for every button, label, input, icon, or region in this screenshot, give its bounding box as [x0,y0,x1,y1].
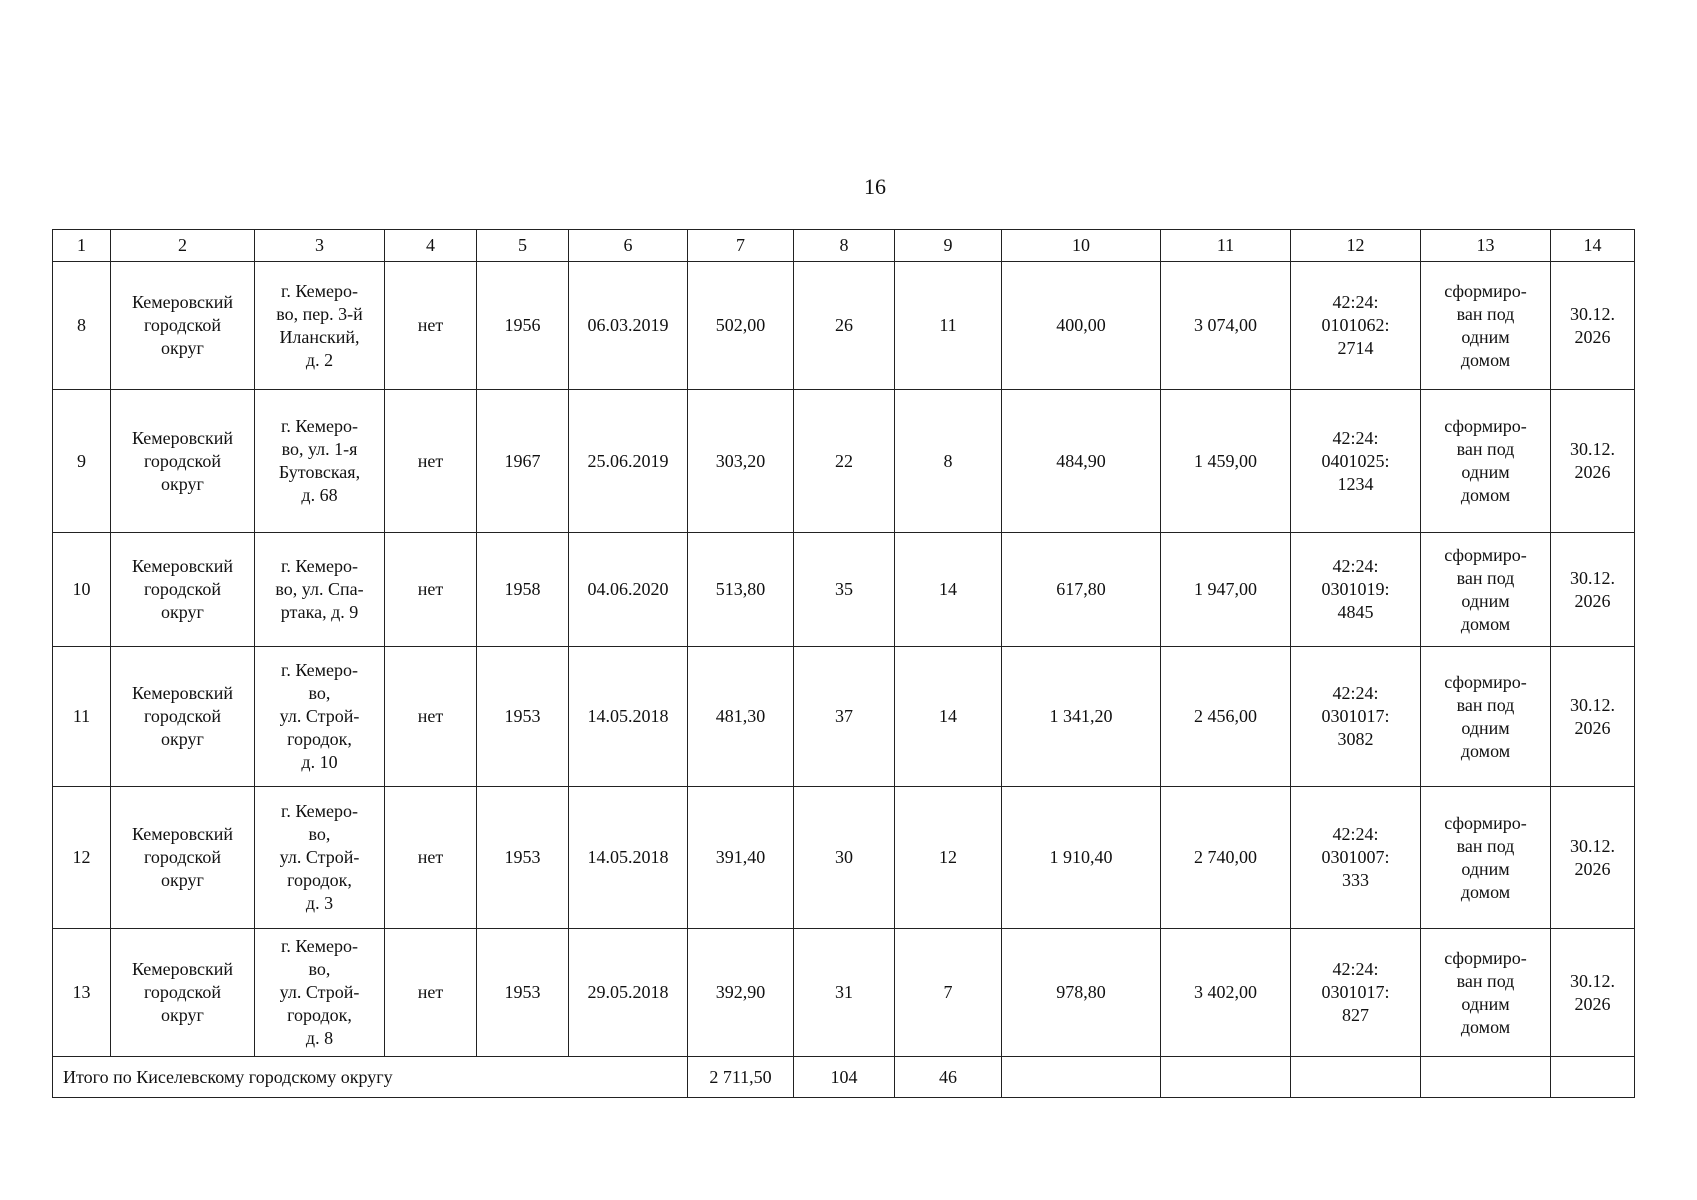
table-cell-col-8: 22 [794,390,895,533]
column-header-13: 13 [1421,230,1551,262]
total-value-col9: 46 [895,1057,1002,1098]
column-header-12: 12 [1291,230,1421,262]
table-cell-col-8: 30 [794,787,895,929]
total-label: Итого по Киселевскому городскому округу [53,1057,688,1098]
table-cell-col-13: сформиро- ван под одним домом [1421,390,1551,533]
table-cell-col-10: 1 341,20 [1002,647,1161,787]
table-cell-col-14: 30.12. 2026 [1551,787,1635,929]
table-cell-col-5: 1967 [477,390,569,533]
table-cell-col-9: 11 [895,262,1002,390]
table-cell-col-8: 31 [794,929,895,1057]
column-header-11: 11 [1161,230,1291,262]
column-header-4: 4 [385,230,477,262]
table-cell-col-1: 9 [53,390,111,533]
table-header-row [53,230,1635,262]
table-cell-col-11: 2 740,00 [1161,787,1291,929]
table-cell-col-11: 2 456,00 [1161,647,1291,787]
table-cell-col-4: нет [385,787,477,929]
table-cell-col-3: г. Кемеро- во, ул. Строй- городок, д. 8 [255,929,385,1057]
table-cell-col-14: 30.12. 2026 [1551,929,1635,1057]
table-cell-col-12: 42:24: 0301019: 4845 [1291,533,1421,647]
column-header-6: 6 [569,230,688,262]
total-row [53,1057,1635,1098]
total-empty-cell-col-13 [1421,1057,1551,1098]
column-header-10: 10 [1002,230,1161,262]
table-cell-col-6: 14.05.2018 [569,647,688,787]
table-cell-col-7: 303,20 [688,390,794,533]
table-cell-col-14: 30.12. 2026 [1551,390,1635,533]
housing-table [52,229,1635,1098]
table-cell-col-5: 1956 [477,262,569,390]
table-cell-col-4: нет [385,533,477,647]
total-empty-cell-col-11 [1161,1057,1291,1098]
table-cell-col-1: 11 [53,647,111,787]
table-cell-col-13: сформиро- ван под одним домом [1421,787,1551,929]
table-cell-col-13: сформиро- ван под одним домом [1421,533,1551,647]
table-cell-col-6: 06.03.2019 [569,262,688,390]
table-cell-col-3: г. Кемеро- во, пер. 3-й Иланский, д. 2 [255,262,385,390]
table-cell-col-9: 14 [895,647,1002,787]
table-cell-col-1: 12 [53,787,111,929]
table-cell-col-9: 12 [895,787,1002,929]
column-header-5: 5 [477,230,569,262]
table-cell-col-12: 42:24: 0401025: 1234 [1291,390,1421,533]
table-cell-col-12: 42:24: 0301007: 333 [1291,787,1421,929]
total-value-col8: 104 [794,1057,895,1098]
table-cell-col-4: нет [385,390,477,533]
table-cell-col-14: 30.12. 2026 [1551,262,1635,390]
column-header-9: 9 [895,230,1002,262]
table-cell-col-13: сформиро- ван под одним домом [1421,647,1551,787]
table-cell-col-8: 35 [794,533,895,647]
table-row [53,262,1635,390]
table-cell-col-2: Кемеровский городской округ [111,647,255,787]
table-cell-col-11: 1 459,00 [1161,390,1291,533]
table-cell-col-6: 25.06.2019 [569,390,688,533]
table-cell-col-12: 42:24: 0301017: 827 [1291,929,1421,1057]
table-row [53,533,1635,647]
table-cell-col-5: 1953 [477,787,569,929]
table-cell-col-9: 14 [895,533,1002,647]
column-header-7: 7 [688,230,794,262]
table-cell-col-14: 30.12. 2026 [1551,647,1635,787]
table-row [53,647,1635,787]
table-cell-col-7: 502,00 [688,262,794,390]
table-cell-col-7: 391,40 [688,787,794,929]
column-header-1: 1 [53,230,111,262]
table-cell-col-4: нет [385,929,477,1057]
table-cell-col-10: 617,80 [1002,533,1161,647]
table-cell-col-6: 04.06.2020 [569,533,688,647]
table-cell-col-2: Кемеровский городской округ [111,533,255,647]
column-header-14: 14 [1551,230,1635,262]
table-cell-col-5: 1953 [477,647,569,787]
table-cell-col-3: г. Кемеро- во, ул. Спа- ртака, д. 9 [255,533,385,647]
table-cell-col-1: 10 [53,533,111,647]
table-cell-col-11: 1 947,00 [1161,533,1291,647]
table-cell-col-11: 3 074,00 [1161,262,1291,390]
column-header-2: 2 [111,230,255,262]
table-cell-col-10: 1 910,40 [1002,787,1161,929]
table-cell-col-11: 3 402,00 [1161,929,1291,1057]
table-cell-col-2: Кемеровский городской округ [111,390,255,533]
table-cell-col-3: г. Кемеро- во, ул. 1-я Бутовская, д. 68 [255,390,385,533]
table-cell-col-12: 42:24: 0101062: 2714 [1291,262,1421,390]
table-cell-col-8: 26 [794,262,895,390]
table-cell-col-10: 484,90 [1002,390,1161,533]
table-cell-col-9: 8 [895,390,1002,533]
table-cell-col-6: 14.05.2018 [569,787,688,929]
table-cell-col-3: г. Кемеро- во, ул. Строй- городок, д. 10 [255,647,385,787]
table-cell-col-5: 1958 [477,533,569,647]
table-cell-col-7: 513,80 [688,533,794,647]
table-row [53,929,1635,1057]
table-cell-col-9: 7 [895,929,1002,1057]
table-cell-col-3: г. Кемеро- во, ул. Строй- городок, д. 3 [255,787,385,929]
page-number: 16 [864,174,886,199]
table-row [53,390,1635,533]
table-cell-col-10: 978,80 [1002,929,1161,1057]
total-empty-cell-col-14 [1551,1057,1635,1098]
table-cell-col-7: 392,90 [688,929,794,1057]
total-empty-cell-col-12 [1291,1057,1421,1098]
column-header-3: 3 [255,230,385,262]
table-cell-col-5: 1953 [477,929,569,1057]
column-header-8: 8 [794,230,895,262]
table-cell-col-13: сформиро- ван под одним домом [1421,929,1551,1057]
table-cell-col-4: нет [385,647,477,787]
table-cell-col-10: 400,00 [1002,262,1161,390]
table-cell-col-6: 29.05.2018 [569,929,688,1057]
table-cell-col-2: Кемеровский городской округ [111,787,255,929]
table-cell-col-14: 30.12. 2026 [1551,533,1635,647]
table-cell-col-1: 8 [53,262,111,390]
table-row [53,787,1635,929]
table-cell-col-1: 13 [53,929,111,1057]
table-cell-col-12: 42:24: 0301017: 3082 [1291,647,1421,787]
total-value-col7: 2 711,50 [688,1057,794,1098]
table-cell-col-7: 481,30 [688,647,794,787]
table-cell-col-8: 37 [794,647,895,787]
table-cell-col-2: Кемеровский городской округ [111,929,255,1057]
total-empty-cell-col-10 [1002,1057,1161,1098]
table-cell-col-13: сформиро- ван под одним домом [1421,262,1551,390]
table-cell-col-2: Кемеровский городской округ [111,262,255,390]
table-cell-col-4: нет [385,262,477,390]
